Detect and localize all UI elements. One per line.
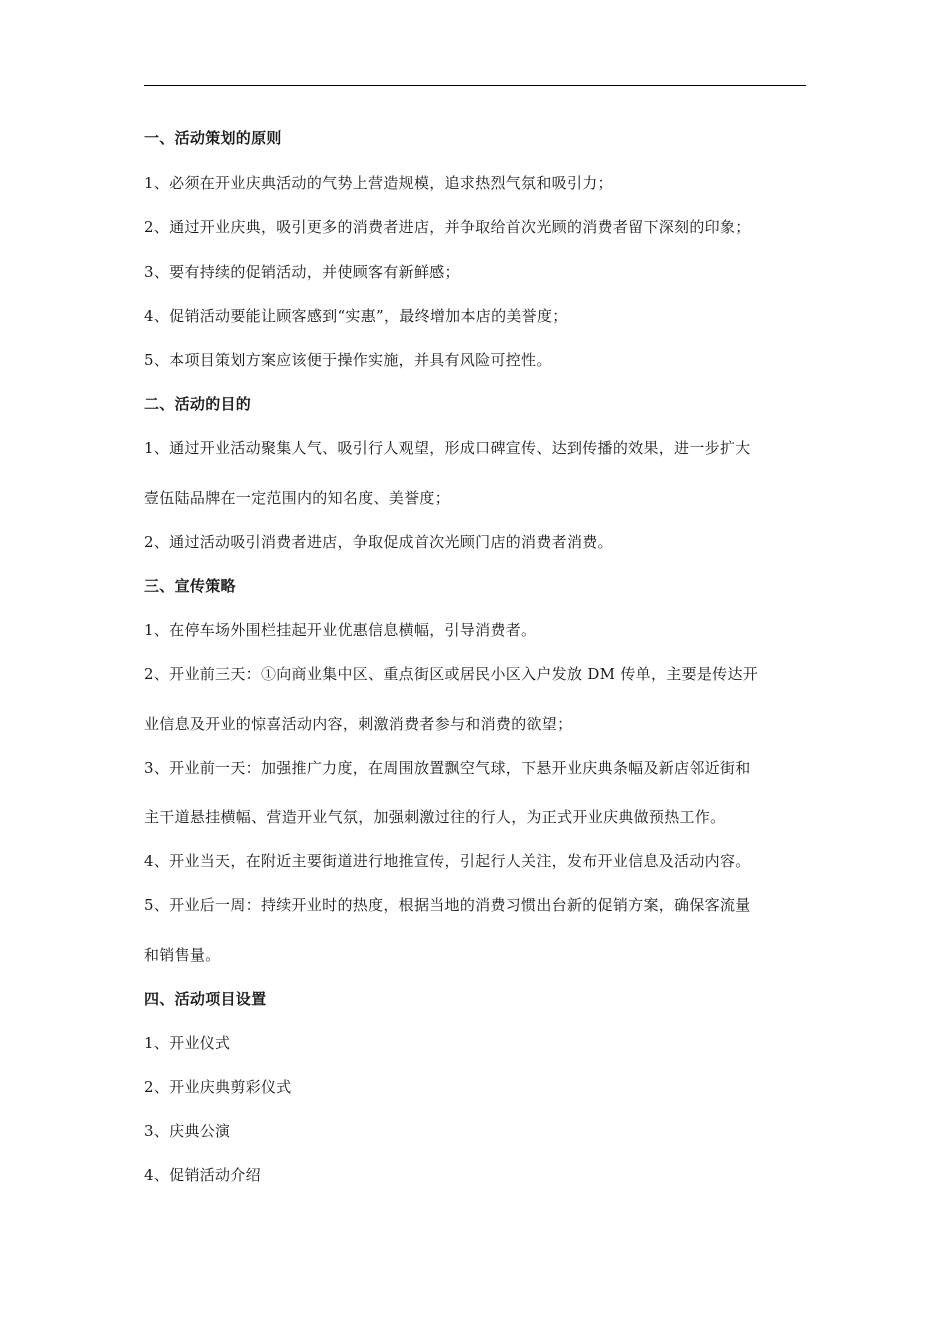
- header-rule: [144, 85, 806, 86]
- section-2-item-2: 2、通过活动吸引消费者进店，争取促成首次光顾门店的消费者消费。: [144, 533, 613, 551]
- section-2-item-1-cont: 壹伍陆品牌在一定范围内的知名度、美誉度；: [144, 489, 451, 507]
- section-4-item-4: 4、促销活动介绍: [144, 1166, 261, 1184]
- section-3-item-5: 5、开业后一周：持续开业时的热度，根据当地的消费习惯出台新的促销方案，确保客流量: [144, 896, 751, 914]
- section-1-item-1: 1、必须在开业庆典活动的气势上营造规模，追求热烈气氛和吸引力；: [144, 174, 613, 192]
- section-1-item-2: 2、通过开业庆典，吸引更多的消费者进店，并争取给首次光顾的消费者留下深刻的印象；: [144, 218, 751, 236]
- section-4-item-1: 1、开业仪式: [144, 1034, 231, 1052]
- section-1-item-5: 5、本项目策划方案应该便于操作实施，并具有风险可控性。: [144, 351, 552, 369]
- section-3-item-5-cont: 和销售量。: [144, 946, 221, 964]
- section-1-item-3: 3、要有持续的促销活动，并使顾客有新鲜感；: [144, 263, 460, 281]
- section-3-item-4: 4、开业当天，在附近主要街道进行地推宣传，引起行人关注，发布开业信息及活动内容。: [144, 852, 751, 870]
- section-3-item-3-cont: 主干道悬挂横幅、营造开业气氛，加强刺激过往的行人，为正式开业庆典做预热工作。: [144, 808, 726, 826]
- section-1-heading: 一、活动策划的原则: [144, 129, 282, 147]
- section-2-item-1: 1、通过开业活动聚集人气、吸引行人观望，形成口碑宣传、达到传播的效果，进一步扩大: [144, 439, 751, 457]
- section-3-heading: 三、宣传策略: [144, 577, 236, 595]
- section-3-item-2: 2、开业前三天：①向商业集中区、重点街区或居民小区入户发放 DM 传单，主要是传达开: [144, 665, 759, 683]
- section-2-heading: 二、活动的目的: [144, 395, 252, 413]
- section-3-item-2-cont: 业信息及开业的惊喜活动内容，刺激消费者参与和消费的欲望；: [144, 715, 573, 733]
- section-4-heading: 四、活动项目设置: [144, 990, 267, 1008]
- section-1-item-4: 4、促销活动要能让顾客感到“实惠”，最终增加本店的美誉度；: [144, 307, 568, 325]
- section-3-item-1: 1、在停车场外围栏挂起开业优惠信息横幅，引导消费者。: [144, 621, 537, 639]
- section-4-item-2: 2、开业庆典剪彩仪式: [144, 1078, 292, 1096]
- section-3-item-3: 3、开业前一天：加强推广力度，在周围放置飘空气球，下悬开业庆典条幅及新店邻近街和: [144, 759, 751, 777]
- section-4-item-3: 3、庆典公演: [144, 1122, 231, 1140]
